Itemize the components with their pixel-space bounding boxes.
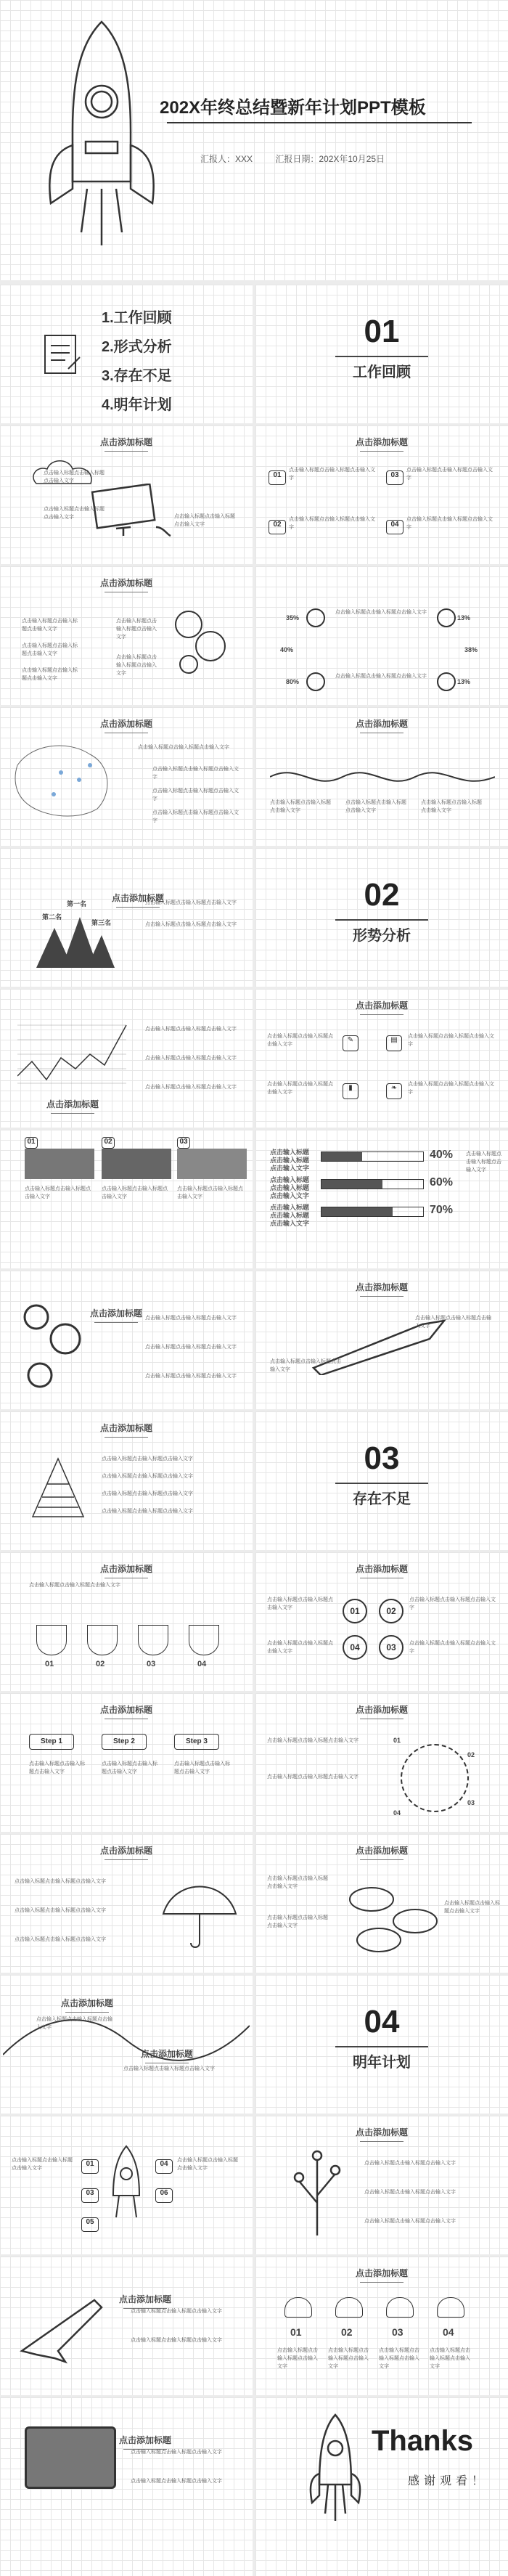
photo [102,1149,171,1179]
text-block: 点击输入标题点击输入标题点击输入文字 [131,2309,222,2314]
chart-icon: ▮ [343,1083,359,1099]
toc-item-4[interactable]: 4.明年计划 [102,397,172,413]
slide-icon-grid [255,989,508,1128]
slide-title: 点击添加标题 [0,436,253,452]
cover-title: 202X年终总结暨新年计划PPT模板 [160,98,426,118]
text-block: 点击输入标题点击输入标题点击输入文字 [25,1186,91,1199]
photo [25,1149,94,1179]
slide-title: 点击添加标题 [0,717,253,733]
slide-title: 点击添加标题 [44,1307,189,1323]
slide-title: 点击添加标题 [255,1562,508,1578]
text-block: 点击输入标题点击输入标题点击输入文字 [145,922,237,927]
cycle-number: 02 [467,1751,475,1758]
text-block: 点击输入标题点击输入标题点击输入文字 [152,788,239,802]
slide-title: 点击添加标题 [255,1281,508,1297]
slide-puzzle [255,1552,508,1691]
lamp-number: 01 [290,2326,302,2338]
slide-photos [0,1130,253,1268]
slide-tree [255,2116,508,2254]
cycle-number: 01 [393,1737,401,1744]
step-circle: 01 [343,1599,367,1623]
text-block: 点击输入标题点击输入标题点击输入文字 [102,1474,193,1479]
slide-title: 点击添加标题 [44,1997,131,2013]
slide-title: 点击添加标题 [29,1098,116,1114]
lamp-icon [335,2297,363,2318]
text-block: 点击输入标题点击输入标题点击输入文字 [145,1374,237,1379]
text-block: 点击输入标题点击输入标题点击输入文字 [364,2161,456,2166]
shield-number: 03 [147,1660,156,1668]
slide-title: 点击添加标题 [0,1422,253,1438]
slide-rocket-list [0,2116,253,2254]
text-block: 点击输入标题点击输入标题点击输入文字 [444,1901,500,1914]
section-title: 存在不足 [353,1491,411,1507]
slide-title: 点击添加标题 [255,717,508,733]
badge: 02 [102,1137,115,1149]
slide-cycle [255,1693,508,1832]
slide-airplane [0,2257,253,2395]
text-block: 点击输入标题点击输入标题点击输入文字 [409,1597,496,1610]
document-icon: ▤ [386,1035,402,1051]
progress-bar [321,1207,424,1217]
section-rule [335,1483,428,1484]
slide-title: 点击添加标题 [73,2293,218,2309]
progress-bar [321,1152,424,1162]
text-block: 点击输入标题点击输入标题点击输入文字 [29,1583,120,1588]
toc-item-2[interactable]: 2.形式分析 [102,339,172,355]
shield-icon [138,1625,168,1655]
shield-number: 02 [96,1660,105,1668]
circle-icon [306,608,325,627]
percent: 13% [457,614,471,621]
slide-title: 点击添加标题 [65,892,210,908]
text-block: 点击输入标题点击输入标题点击输入文字 [270,1359,341,1372]
title-rule [167,122,472,123]
circle-icon [437,672,456,691]
badge: 04 [155,2159,173,2174]
text-block: 点击输入标题点击输入标题点击输入文字 [131,2479,222,2484]
section-04-slide [255,1975,508,2114]
slide-title: 点击添加标题 [255,1844,508,1860]
section-rule [335,356,428,357]
rank-label: 第三名 [91,919,112,926]
slide-line-chart [0,989,253,1128]
leaf-icon: ❧ [386,1083,402,1099]
text-block: 点击输入标题点击输入标题点击输入文字 [408,1082,494,1095]
toc-item-3[interactable]: 3.存在不足 [102,368,172,384]
text-block: 点击输入标题点击输入标题点击输入文字 [177,1186,243,1199]
text-block: 点击输入标题点击输入标题点击输入文字 [44,470,105,484]
shield-icon [87,1625,118,1655]
toc-slide [0,285,253,423]
text-block: 点击输入标题点击输入标题点击输入文字 [145,1345,237,1350]
slide-birds [255,1834,508,1973]
shield-icon [189,1625,219,1655]
text-block: 点击输入标题点击输入标题点击输入文字 [430,2348,470,2369]
badge: 02 [269,520,286,534]
shield-icon [36,1625,67,1655]
text-block: 点击输入标题点击输入标题点击输入文字 [267,1082,333,1095]
gears-icon [167,603,232,675]
line-chart [17,1018,134,1098]
slide-title: 点击添加标题 [0,1562,253,1578]
lamp-number: 03 [392,2326,403,2338]
percent: 80% [286,678,300,685]
cycle-number: 03 [467,1799,475,1806]
text-block: 点击输入标题点击输入标题点击输入文字 [267,1738,359,1743]
rank-label: 第一名 [67,900,87,908]
text-block: 点击输入标题点击输入标题点击输入文字 [36,2017,112,2030]
rocket-icon [306,2412,364,2528]
step-circle: 03 [379,1635,403,1660]
pyramid-icon [29,1455,87,1520]
percent: 13% [457,678,471,685]
text-block: 点击输入标题点击输入标题点击输入文字 [421,800,482,813]
text-block: 点击输入标题点击输入标题点击输入文字 [364,2219,456,2224]
slide-title: 点击添加标题 [123,2047,210,2063]
section-title: 明年计划 [353,2055,411,2071]
text-block: 点击输入标题点击输入标题点击输入文字 [270,800,331,813]
text-block: 点击输入标题点击输入标题点击输入文字 [44,507,105,520]
text-block: 点击输入标题点击输入标题点击输入文字 [131,2450,222,2455]
text-block: 点击输入标题点击输入标题点击输入文字 [152,767,239,780]
text-block: 点击输入标题点击输入标题点击输入文字 [177,2158,238,2171]
badge: 01 [81,2159,99,2174]
text-block: 点击输入标题点击输入标题点击输入文字 [289,517,375,530]
text-block: 点击输入标题点击输入标题点击输入文字 [15,1908,106,1913]
cover-meta [200,152,405,165]
lamp-number: 02 [341,2326,353,2338]
section-rule [335,2046,428,2047]
clipboard-icon [41,331,84,378]
slide-lamps [255,2257,508,2395]
section-title: 形势分析 [353,928,411,944]
lamp-icon [284,2297,312,2318]
badge: 03 [81,2188,99,2203]
report-date: 汇报日期：202X年10月25日 [275,154,385,164]
row-label: 点击输入标题点击输入标题点击输入文字 [270,1204,310,1227]
row-label: 点击输入标题点击输入标题点击输入文字 [270,1149,310,1172]
text-block: 点击输入标题点击输入标题点击输入文字 [267,1597,333,1610]
progress-value: 60% [430,1176,454,1189]
text-block: 点击输入标题点击输入标题点击输入文字 [267,1774,359,1780]
slide-gears [0,566,253,705]
slide-tv [0,2397,253,2576]
photo [177,1149,247,1179]
text-block: 点击输入标题点击输入标题点击输入文字 [364,2190,456,2195]
section-02-slide [255,848,508,987]
thanks-title: Thanks [372,2425,474,2457]
slide-curve [0,1975,253,2114]
cycle-ring [401,1744,469,1812]
text-block: 点击输入标题点击输入标题点击输入文字 [277,2348,318,2369]
text-block: 点击输入标题点击输入标题点击输入文字 [102,1186,168,1199]
toc-item-1[interactable]: 1.工作回顾 [102,310,172,326]
section-number: 04 [364,2004,400,2039]
slide-gears-list [0,1271,253,1409]
text-block: 点击输入标题点击输入标题点击输入文字 [15,1879,106,1884]
circle-icon [306,672,325,691]
progress-bar [321,1179,424,1189]
text-block: 点击输入标题点击输入标题点击输入文字 [102,1456,193,1462]
slide-percent-circles [255,566,508,705]
slide-wave [255,707,508,846]
badge: 04 [386,520,403,534]
text-block: 点击输入标题点击输入标题点击输入文字 [174,1761,230,1774]
badge: 03 [177,1137,190,1149]
slide-numbered-list [255,425,508,564]
step-label: Step 2 [102,1734,147,1750]
text-block: 点击输入标题点击输入标题点击输入文字 [328,2348,369,2369]
text-block: 点击输入标题点击输入标题点击输入文字 [145,1056,237,1061]
progress-value: 40% [430,1149,454,1161]
slide-map [0,707,253,846]
slide-title: 点击添加标题 [255,436,508,452]
shield-number: 04 [197,1660,207,1668]
text-block: 点击输入标题点击输入标题点击输入文字 [12,2158,73,2171]
slide-title: 点击添加标题 [0,1844,253,1860]
text-block: 点击输入标题点击输入标题点击输入文字 [406,517,493,530]
text-block: 点击输入标题点击输入标题点击输入文字 [102,1491,193,1496]
text-block: 点击输入标题点击输入标题点击输入文字 [102,1509,193,1514]
text-block: 点击输入标题点击输入标题点击输入文字 [138,745,229,750]
step-circle: 02 [379,1599,403,1623]
text-block: 点击输入标题点击输入标题点击输入文字 [415,1316,491,1329]
slide-title: 点击添加标题 [0,576,253,592]
slide-steps [0,1693,253,1832]
slide-progress [255,1130,508,1268]
text-block: 点击输入标题点击输入标题点击输入文字 [267,1876,328,1889]
slide-title: 点击添加标题 [255,2126,508,2142]
slide-title: 点击添加标题 [255,999,508,1015]
step-circle: 04 [343,1635,367,1660]
slide-title: 点击添加标题 [255,2267,508,2283]
row-label: 点击输入标题点击输入标题点击输入文字 [270,1176,310,1199]
percent: 40% [280,646,294,653]
rank-label: 第二名 [42,913,62,921]
pen-icon: ✎ [343,1035,359,1051]
text-block: 点击输入标题点击输入标题点击输入文字 [145,1027,237,1032]
text-block: 点击输入标题点击输入标题点击输入文字 [145,1316,237,1321]
text-block: 点击输入标题点击输入标题点击输入文字 [335,674,427,679]
text-block: 点击输入标题点击输入标题点击输入文字 [345,800,406,813]
slide-pyramid-list [0,1411,253,1550]
text-block: 点击输入标题点击输入标题点击输入文字 [152,810,239,823]
section-title: 工作回顾 [353,364,411,380]
reporter: 汇报人：XXX [200,154,253,164]
text-block: 点击输入标题点击输入标题点击输入文字 [379,2348,419,2369]
text-block: 点击输入标题点击输入标题点击输入文字 [289,468,375,481]
progress-value: 70% [430,1204,454,1216]
text-block: 点击输入标题点击输入标题点击输入文字 [116,655,157,676]
section-rule [335,919,428,921]
section-number: 02 [364,877,400,913]
rocket-icon [105,2145,148,2225]
text-block: 点击输入标题点击输入标题点击输入文字 [145,1085,237,1090]
text-block: 点击输入标题点击输入标题点击输入文字 [22,643,78,656]
map-outline [10,736,119,823]
badge: 01 [269,470,286,485]
slide-title: 点击添加标题 [255,1703,508,1719]
umbrella-icon [160,1878,239,1950]
text-block: 点击输入标题点击输入标题点击输入文字 [267,1915,328,1928]
shield-number: 01 [45,1660,54,1668]
circle-icon [437,608,456,627]
lamp-icon [437,2297,464,2318]
text-block: 点击输入标题点击输入标题点击输入文字 [102,1761,157,1774]
thanks-subtitle: 感谢观看！ [408,2475,488,2487]
rocket-illustration [29,15,174,254]
percent: 35% [286,614,300,621]
step-label: Step 3 [174,1734,219,1750]
percent: 38% [464,646,478,653]
text-block: 点击输入标题点击输入标题点击输入文字 [466,1152,501,1173]
text-block: 点击输入标题点击输入标题点击输入文字 [123,2066,215,2071]
text-block: 点击输入标题点击输入标题点击输入文字 [267,1034,333,1047]
text-block: 点击输入标题点击输入标题点击输入文字 [15,1937,106,1942]
badge: 03 [386,470,403,485]
text-block: 点击输入标题点击输入标题点击输入文字 [22,619,78,632]
text-block: 点击输入标题点击输入标题点击输入文字 [408,1034,494,1047]
step-label: Step 1 [29,1734,74,1750]
slide-shields [0,1552,253,1691]
section-number: 01 [364,314,400,349]
tree-icon [284,2145,350,2239]
section-number: 03 [364,1440,400,1476]
lamp-icon [386,2297,414,2318]
section-03-slide [255,1411,508,1550]
slide-umbrella [0,1834,253,1973]
slide-title: 点击添加标题 [73,2434,218,2450]
slide-pyramids [0,848,253,987]
text-block: 点击输入标题点击输入标题点击输入文字 [145,900,237,905]
badge: 01 [25,1137,38,1149]
cycle-number: 04 [393,1809,401,1817]
badge: 05 [81,2217,99,2232]
text-block: 点击输入标题点击输入标题点击输入文字 [116,619,157,640]
text-block: 点击输入标题点击输入标题点击输入文字 [131,2338,222,2343]
badge: 06 [155,2188,173,2203]
thanks-slide [255,2397,508,2576]
text-block: 点击输入标题点击输入标题点击输入文字 [335,610,427,615]
slide-title: 点击添加标题 [0,1703,253,1719]
section-01-slide [255,285,508,423]
toc-list [102,303,172,420]
slide-pencil [255,1271,508,1409]
slide-monitor [0,425,253,564]
text-block: 点击输入标题点击输入标题点击输入文字 [267,1641,333,1654]
text-block: 点击输入标题点击输入标题点击输入文字 [174,514,235,527]
text-block: 点击输入标题点击输入标题点击输入文字 [29,1761,85,1774]
wave-line [270,762,495,791]
cover-slide [0,0,508,280]
lamp-number: 04 [443,2326,454,2338]
text-block: 点击输入标题点击输入标题点击输入文字 [409,1641,496,1654]
text-block: 点击输入标题点击输入标题点击输入文字 [22,668,78,681]
birds-icon [335,1870,459,1957]
text-block: 点击输入标题点击输入标题点击输入文字 [406,468,493,481]
